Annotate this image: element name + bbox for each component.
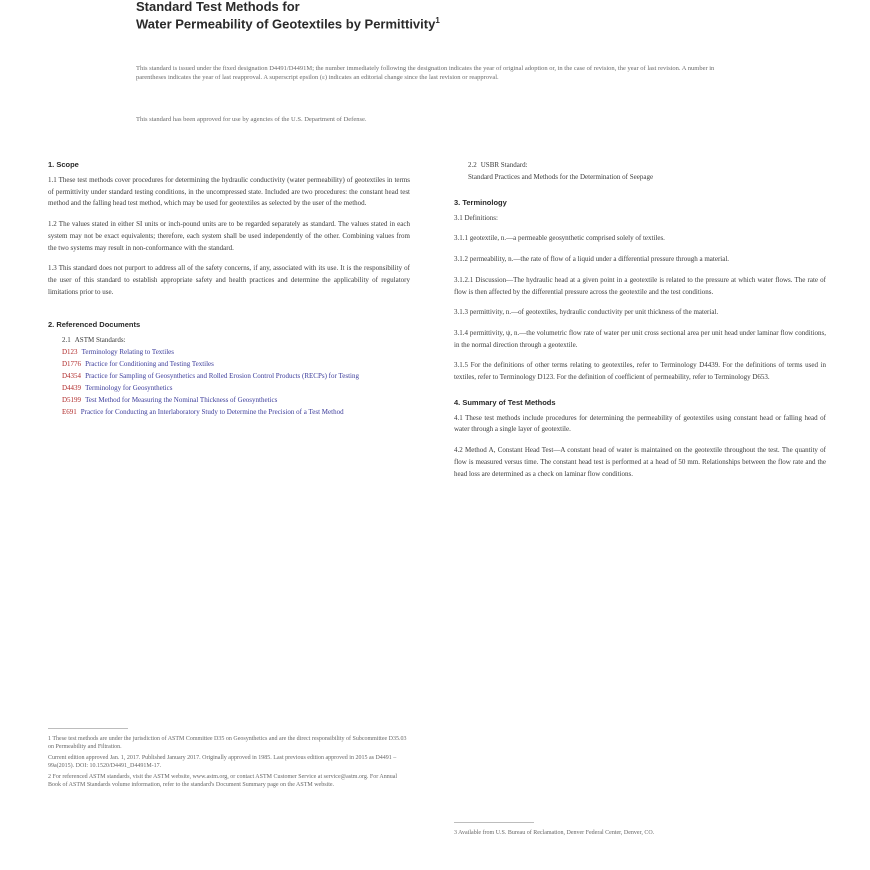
paragraph-1-2: 1.2 The values stated in either SI units or inch-pound units are to be regarded separately as standard. The values stated in each system may not be exact equivalents; therefore, each system shall be used independently of the other. Combining values from the two systems may result in non-conformance with the standard. [48,220,410,252]
footnote: Current edition approved Jan. 1, 2017. Published January 2017. Originally approved in 1985. Last previous edition approved in 2015 as D4491 – 99a(2015). DOI: 10.1520/D4491_D4491M-17. [48,755,397,769]
paragraph-3-1-4: 3.1.4 permittivity, ψ, n.—the volumetric flow rate of water per unit cross sectional area per unit head under laminar flow conditions, in the normal direction through a geotextile. [454,328,826,349]
title-block [136,0,736,31]
footnote: 2 For referenced ASTM standards, visit the ASTM website, www.astm.org, or contact ASTM Customer Service at service@astm.org. For Annual Book of ASTM Standards volume information, refer to the standard's Document Summary page on the ASTM website. [48,774,398,788]
usbr-reference-description: Standard Practices and Methods for the Determination of Seepage [468,173,654,181]
footnote: 3 Available from U.S. Bureau of Reclamation, Denver Federal Center, Denver, CO. [454,830,655,836]
title-line-2 [136,14,736,31]
dod-approval-note: This standard has been approved for use by agencies of the U.S. Department of Defense. [136,116,367,123]
right-column [454,160,826,489]
left-column [48,160,410,419]
paragraph-4-2: 4.2 Method A, Constant Head Test—A constant head of water is maintained on the geotextile throughout the test. The quantity of flow is measured versus time. The constant head test is performed at a head of 50 mm. Relationships between the flow rate and the head loss are determined as a check on laminar flow conditions. [454,446,826,478]
reference-item: 2.1 ASTM Standards: [62,336,126,345]
title-line-1: Standard Test Methods for [136,0,300,14]
paragraph-3-1-5: 3.1.5 For the definitions of other terms relating to geotextiles, refer to Terminology D4439. For the definitions of terms used in textiles, refer to Terminology D123. For the definition of coefficient of permeability, refer to Terminology D653. [454,361,826,382]
reference-item[interactable]: E691 Practice for Conducting an Interlaboratory Study to Determine the Precision of a Test Method [62,408,344,417]
section-heading-referenced-documents: 2. Referenced Documents [48,320,141,330]
paragraph-3-1-2-1: 3.1.2.1 Discussion—The hydraulic head at a given point in a geotextile is related to the pressure at which water flows. The rate of flow is then affected by the differential pressure across the geotextile and the test conditions. [454,275,826,296]
designation-note: This standard is issued under the fixed designation D4491/D4491M; the number immediately following the designation indicates the year of original adoption or, in the case of revision, the year of last revision. A number in parentheses indicates the year of last reapproval. A superscript epsilon (ε) indicates an editorial change since the last revision or reapproval. [136,65,715,81]
section-heading-scope: 1. Scope [48,160,79,169]
paragraph-4-1: 4.1 These test methods include procedures for determining the permeability of geotextiles using constant head or falling head of water through a single layer of geotextile. [454,413,826,434]
paragraph-3-1-3: 3.1.3 permittivity, n.—of geotextiles, hydraulic conductivity per unit thickness of the material. [454,308,719,317]
reference-item[interactable]: D4439 Terminology for Geosynthetics [62,384,173,393]
section-heading-terminology: 3. Terminology [454,197,507,207]
usbr-reference: 2.2 USBR Standard: [468,161,528,169]
reference-list [48,335,410,418]
reference-item[interactable]: D123 Terminology Relating to Textiles [62,348,174,357]
footnotes-right [454,822,826,840]
footnotes-left [48,728,410,792]
title-footnote-marker: 1 [435,16,440,25]
paragraph-3-1-2: 3.1.2 permeability, n.—the rate of flow of a liquid under a differential pressure through a material. [454,255,730,264]
paragraph-3-1: 3.1 Definitions: [454,213,498,222]
paragraph-1-1: 1.1 These test methods cover procedures for determining the hydraulic conductivity (water permeability) of geotextiles in terms of permittivity under standard testing conditions, in the uncompressed state. Included are two procedures: the constant head test method and the falling head test method, which may be used for geotextiles as selected by the user of the method. [48,176,410,208]
footnote-divider [48,728,128,729]
paragraph-1-3: 1.3 This standard does not purport to address all of the safety concerns, if any, associated with its use. It is the responsibility of the user of this standard to establish appropriate safety and health practices and determine the applicability of regulatory limitations prior to use. [48,264,410,296]
reference-item[interactable]: D5199 Test Method for Measuring the Nominal Thickness of Geosynthetics [62,396,278,405]
section-heading-summary: 4. Summary of Test Methods [454,397,556,407]
paragraph-3-1-1: 3.1.1 geotextile, n.—a permeable geosynthetic comprised solely of textiles. [454,234,665,243]
reference-item[interactable]: D4354 Practice for Sampling of Geosynthetics and Rolled Erosion Control Products (RECPs) for Testing [62,372,359,381]
reference-item[interactable]: D1776 Practice for Conditioning and Testing Textiles [62,360,214,369]
footnote-divider [454,822,534,823]
title-line-2-text: Water Permeability of Geotextiles by Permittivity [136,16,436,32]
footnote: 1 These test methods are under the jurisdiction of ASTM Committee D35 on Geosynthetics and are the direct responsibility of Subcommittee D35.03 on Permeability and Filtration. [48,736,407,750]
